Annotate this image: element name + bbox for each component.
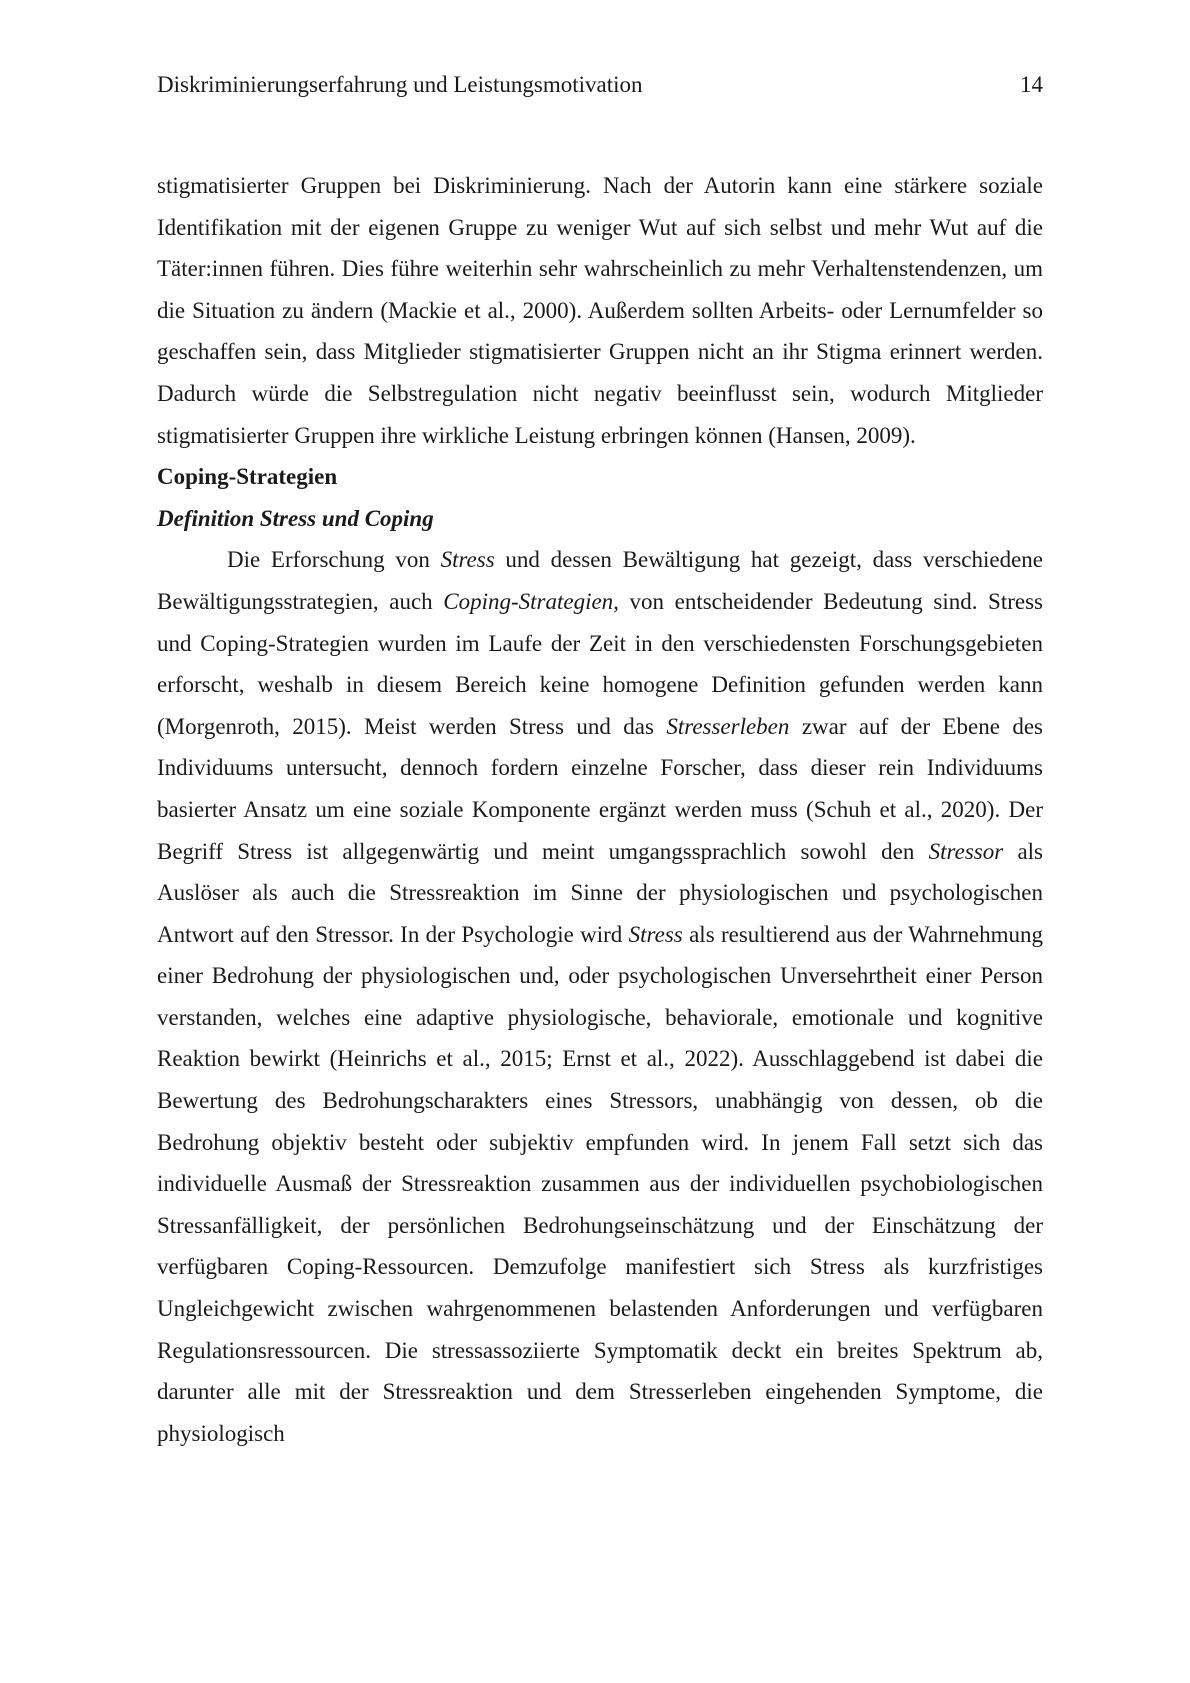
subsection-heading: Definition Stress und Coping	[157, 505, 434, 531]
running-head	[157, 70, 1043, 100]
paragraph-continuation: stigmatisierter Gruppen bei Diskriminierung. Nach der Autorin kann eine stärkere soziale Identifikation mit der eigenen Gruppe zu weniger Wut auf sich selbst und mehr Wut auf die Täter:innen führen. Dies führe weiterhin sehr wahrscheinlich zu mehr Verhaltenstendenzen, um die Situation zu ändern (Mackie et al., 2000). Außerdem sollten Arbeits- oder Lernumfelder so geschaffen sein, dass Mitglieder stigmatisierter Gruppen nicht an ihr Stigma erinnert werden. Dadurch würde die Selbstregulation nicht negativ beeinflusst sein, wodurch Mitglieder stigmatisierter Gruppen ihre wirkliche Leistung erbringen können (Hansen, 2009).	[157, 173, 1043, 448]
text-run: als Auslöser als auch die Stressreaktion im Sinne der physiologischen und psychologischen Antwort auf den Stressor. In der Psychologie wird	[157, 838, 1043, 947]
emphasis-term: Coping-Strategien,	[443, 588, 619, 614]
text-run: Die Erforschung von	[227, 547, 441, 573]
emphasis-term: Stressor	[928, 838, 1004, 864]
emphasis-term: Stress	[628, 921, 683, 947]
section-heading: Coping-Strategien	[157, 464, 338, 490]
text-run: von entscheidender Bedeutung sind. Stress und Coping-Strategien wurden im Laufe der Zeit in den verschiedensten Forschungsgebieten erforscht, weshalb in diesem Bereich keine homogene Definition gefunden werden kann (Morgenroth, 2015). Meist werden Stress und das	[157, 588, 1044, 739]
emphasis-term: Stress	[440, 547, 495, 573]
running-head-title: Diskriminierungserfahrung und Leistungsmotivation	[157, 72, 643, 97]
body-text	[157, 165, 1043, 1454]
text-run: zwar auf der Ebene des Individuums untersucht, dennoch fordern einzelne Forscher, dass dieser rein Individuums basierter Ansatz um eine soziale Komponente ergänzt werden muss (Schuh et al., 2020). Der Begriff Stress ist allgegenwärtig und meint umgangssprachlich sowohl den	[157, 713, 1043, 864]
paragraph-stress-definition	[157, 539, 1043, 1454]
text-run: als resultierend aus der Wahrnehmung einer Bedrohung der physiologischen und, oder psychologischen Unversehrtheit einer Person verstanden, welches eine adaptive physiologische, behaviorale, emotionale und kognitive Reaktion bewirkt (Heinrichs et al., 2015; Ernst et al., 2022). Ausschlaggebend ist dabei die Bewertung des Bedrohungscharakters eines Stressors, unabhängig von dessen, ob die Bedrohung objektiv besteht oder subjektiv empfunden wird. In jenem Fall setzt sich das individuelle Ausmaß der Stressreaktion zusammen aus der individuellen psychobiologischen Stressanfälligkeit, der persönlichen Bedrohungseinschätzung und der Einschätzung der verfügbaren Coping-Ressourcen. Demzufolge manifestiert sich Stress als kurzfristiges Ungleichgewicht zwischen wahrgenommenen belastenden Anforderungen und verfügbaren Regulationsressourcen. Die stressassoziierte Symptomatik deckt ein breites Spektrum ab, darunter alle mit der Stressreaktion und dem Stresserleben eingehenden Symptome, die physiologisch	[157, 921, 1044, 1446]
text-run: und dessen Bewältigung hat gezeigt, dass verschiedene Bewältigungsstrategien, auch	[157, 547, 1043, 614]
page-number: 14	[1020, 72, 1043, 97]
emphasis-term: Stresserleben	[666, 713, 790, 739]
